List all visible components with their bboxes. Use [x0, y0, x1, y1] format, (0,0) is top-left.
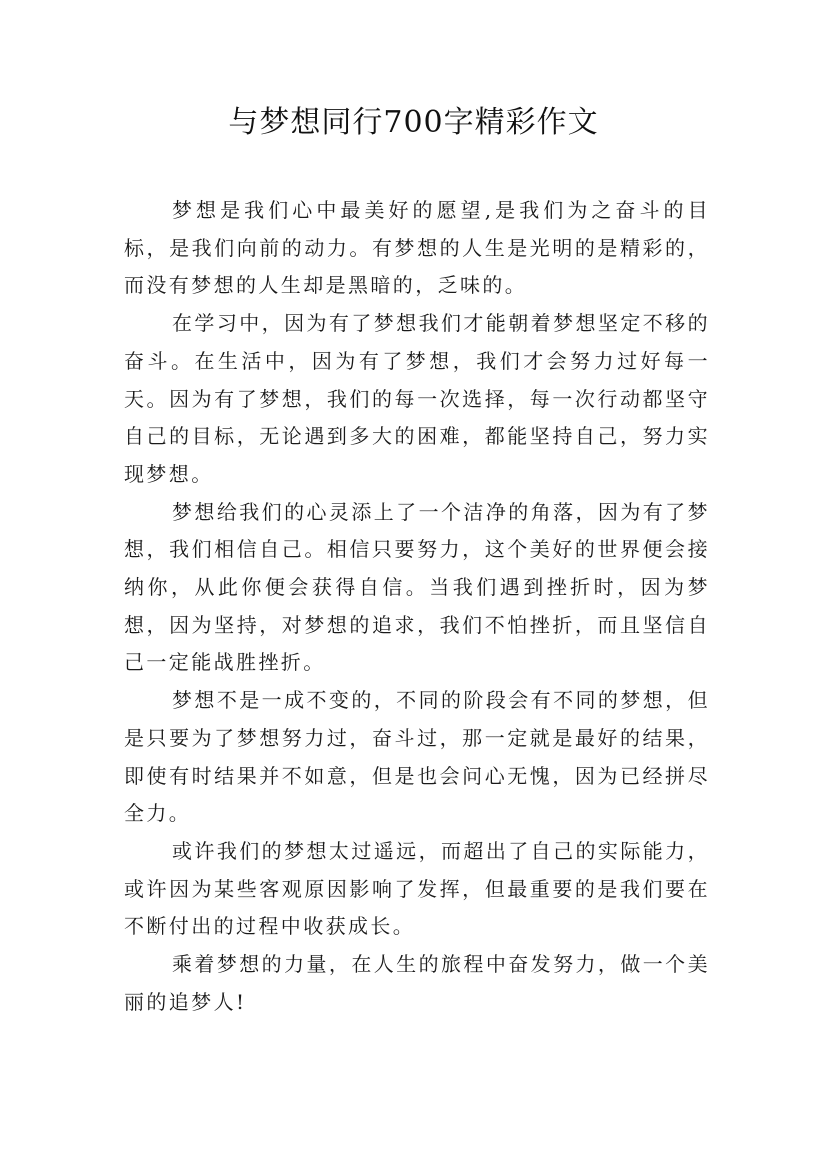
paragraph-6: 乘着梦想的力量，在人生的旅程中奋发努力，做一个美丽的追梦人!: [124, 952, 710, 1014]
paragraph-1: 梦想是我们心中最美好的愿望,是我们为之奋斗的目标，是我们向前的动力。有梦想的人生是光明的是精彩的，而没有梦想的人生却是黑暗的，乏味的。: [124, 198, 710, 298]
paragraph-5: 或许我们的梦想太过遥远，而超出了自己的实际能力，或许因为某些客观原因影响了发挥，但最重要的是我们要在不断付出的过程中收获成长。: [124, 838, 710, 939]
paragraph-4: 梦想不是一成不变的，不同的阶段会有不同的梦想，但是只要为了梦想努力过，奋斗过，那一定就是最好的结果，即使有时结果并不如意，但是也会问心无愧，因为已经拼尽全力。: [124, 688, 710, 826]
paragraph-3: 梦想给我们的心灵添上了一个洁净的角落，因为有了梦想，我们相信自己。相信只要努力，这个美好的世界便会接纳你，从此你便会获得自信。当我们遇到挫折时，因为梦想，因为坚持，对梦想的追求，我们不怕挫折，而且坚信自己一定能战胜挫折。: [124, 499, 710, 675]
document-body: [124, 192, 710, 1021]
paragraph-2: 在学习中，因为有了梦想我们才能朝着梦想坚定不移的奋斗。在生活中，因为有了梦想，我们才会努力过好每一天。因为有了梦想，我们的每一次选择，每一次行动都坚守自己的目标，无论遇到多大的困难，都能坚持自己，努力实现梦想。: [124, 311, 710, 486]
document-title: 与梦想同行700字精彩作文: [228, 105, 599, 140]
